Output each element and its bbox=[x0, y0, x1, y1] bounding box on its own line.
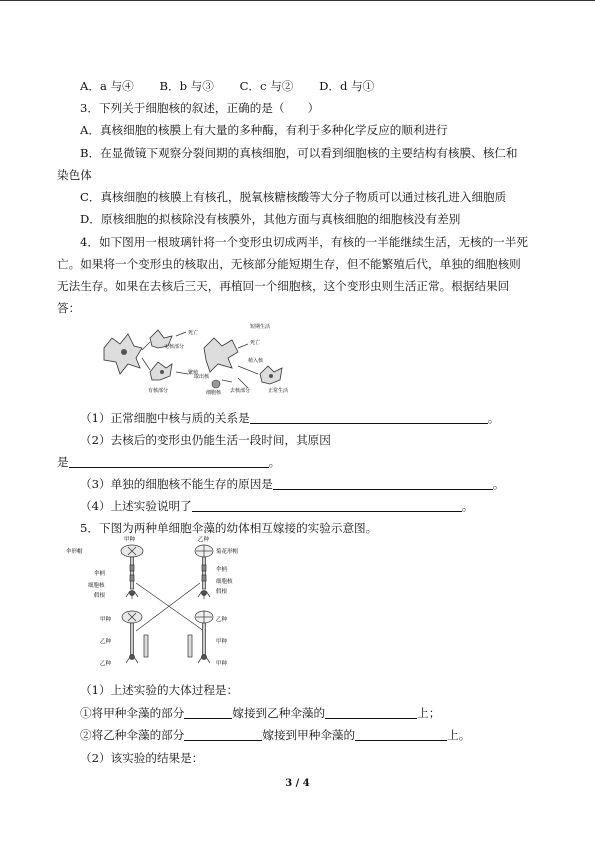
fig5-label-stalk: 伞柄 bbox=[94, 571, 106, 577]
top-rule bbox=[0, 0, 595, 1]
q4-sub4-label: （4）上述实验说明了 bbox=[80, 499, 192, 513]
q2-options bbox=[80, 78, 374, 94]
fig5-label-yi-2: 乙种 bbox=[216, 617, 228, 623]
q3-stem: 3．下列关于细胞核的叙述，正确的是（ ） bbox=[80, 101, 320, 115]
fig5-label-nucleus-right: 细胞核 bbox=[216, 579, 233, 585]
fig5-label-flower-cap: 菊花形帽 bbox=[216, 549, 239, 555]
q4-sub2: （2）去核后的变形虫仍能生活一段时间，其原因 bbox=[80, 433, 331, 447]
q4-sub1-period: 。 bbox=[487, 411, 500, 425]
fig4-label-nucleated: 有核部分 bbox=[148, 388, 169, 394]
q3-option-a: A．真核细胞的核膜上有大量的多种酶，有利于多种化学反应的顺利进行 bbox=[80, 123, 448, 137]
q4-stem-line3: 无法生存。如果在去核后三天，再植回一个细胞核，这个变形虫则生活正常。根据结果回 bbox=[57, 279, 510, 293]
fig5-label-yi-4: 乙种 bbox=[100, 661, 112, 667]
fig5-stalk-right bbox=[203, 557, 206, 589]
fig5-label-rhizoid-left: 假根 bbox=[94, 593, 106, 599]
q4-stem-line1: 4．如下图用一根玻璃针将一个变形虫切成两半，有核的一半能继续生活，无核的一半死 bbox=[80, 235, 528, 249]
fig5-label-jia-4: 甲种 bbox=[216, 661, 228, 667]
fig4-label-short-live: 短期生活 bbox=[250, 324, 271, 330]
acetabularia-figure bbox=[64, 535, 248, 673]
q4-sub3 bbox=[80, 476, 505, 492]
fig4-label-cut-off: 去核部分 bbox=[230, 388, 251, 394]
fig4-label-nucleus: 细胞核 bbox=[206, 390, 222, 396]
q5-sub1b-blank1[interactable] bbox=[184, 728, 262, 741]
fig4-label-reproduces: 繁殖 bbox=[188, 370, 199, 376]
fig4-label-dies-1: 死亡 bbox=[188, 330, 199, 336]
q5-sub1a-part2: 嫁接到乙种伞藻的 bbox=[232, 706, 326, 720]
q2-option-d: D．d 与① bbox=[319, 79, 375, 93]
q5-stem: 5．下图为两种单细胞伞藻的幼体相互嫁接的实验示意图。 bbox=[80, 521, 378, 535]
fig4-label-anucleate: 无核部分 bbox=[164, 344, 185, 350]
q4-sub4-blank[interactable] bbox=[192, 499, 462, 512]
q5-sub1a bbox=[80, 705, 440, 721]
fig5-label-stalk-right: 伞柄 bbox=[216, 567, 228, 573]
q4-sub3-period: 。 bbox=[492, 477, 505, 491]
amoeba-figure bbox=[98, 318, 308, 400]
fig5-label-jia-3: 甲种 bbox=[216, 639, 228, 645]
q4-stem-line4: 答： bbox=[57, 301, 81, 315]
fig4-label-enucleate: 取出核 bbox=[194, 374, 210, 380]
q4-sub2-period: 。 bbox=[268, 455, 281, 469]
fig5-label-nucleus-left: 细胞核 bbox=[88, 583, 105, 589]
q5-sub1b-part2: 嫁接到甲种伞藻的 bbox=[262, 728, 356, 742]
q3-option-c: C．真核细胞的核膜上有核孔，脱氧核糖核酸等大分子物质可以通过核孔进入细胞质 bbox=[80, 190, 507, 204]
q2-option-b: B．b 与③ bbox=[159, 79, 214, 93]
q5-sub2: （2）该实验的结果是： bbox=[80, 751, 204, 765]
q5-sub1b-blank2[interactable] bbox=[355, 728, 447, 741]
q4-sub1-label: （1）正常细胞中核与质的关系是 bbox=[80, 411, 250, 425]
q4-sub2-blank[interactable] bbox=[69, 455, 269, 468]
q3-option-d: D．原核细胞的拟核除没有核膜外，其他方面与真核细胞的细胞核没有差别 bbox=[80, 212, 461, 226]
q4-sub3-blank[interactable] bbox=[273, 477, 493, 490]
fig4-label-implant: 植入核 bbox=[248, 358, 264, 364]
fig5-label-jia: 甲种 bbox=[124, 537, 136, 543]
q4-sub3-label: （3）单独的细胞核不能生存的原因是 bbox=[80, 477, 273, 491]
q5-sub1b-part3: 上。 bbox=[447, 728, 471, 742]
q5-sub1a-blank1[interactable] bbox=[184, 706, 232, 719]
q5-sub1b-part1: ②将乙种伞藻的部分 bbox=[80, 728, 185, 742]
q3-option-b-cont: 染色体 bbox=[57, 168, 92, 182]
q5-sub1a-part3: 上； bbox=[417, 706, 441, 720]
q4-sub4 bbox=[80, 498, 473, 514]
fig4-label-dies-2: 死亡 bbox=[250, 340, 261, 346]
fig5-label-jia-2: 甲种 bbox=[100, 617, 112, 623]
q4-sub4-period: 。 bbox=[461, 499, 474, 513]
fig5-label-yi: 乙种 bbox=[198, 537, 210, 543]
q2-option-a: A．a 与④ bbox=[80, 79, 134, 93]
q2-option-c: C．c 与② bbox=[239, 79, 294, 93]
fig4-label-normal: 正常生活 bbox=[268, 388, 289, 394]
fig5-label-rhizoid-right: 假根 bbox=[216, 589, 228, 595]
q5-sub1a-part1: ①将甲种伞藻的部分 bbox=[80, 706, 185, 720]
fig5-label-umbrella-cap: 伞形帽 bbox=[66, 549, 83, 555]
fig5-stalk-left bbox=[131, 557, 134, 589]
page-number: 3 / 4 bbox=[285, 778, 310, 789]
amoeba-enucleated bbox=[204, 338, 238, 372]
q4-sub2-cont-label: 是 bbox=[57, 455, 69, 469]
q5-sub1a-blank2[interactable] bbox=[325, 706, 417, 719]
q4-sub1 bbox=[80, 410, 499, 426]
q4-stem-line2: 亡。如果将一个变形虫的核取出，无核部分能短期生存，但不能繁殖后代，单独的细胞核则 bbox=[57, 257, 521, 271]
q5-sub1: （1）上述实验的大体过程是： bbox=[80, 683, 239, 697]
fig5-label-yi-3: 乙种 bbox=[100, 639, 112, 645]
q3-option-b: B．在显微镜下观察分裂间期的真核细胞，可以看到细胞核的主要结构有核膜、核仁和 bbox=[80, 146, 518, 160]
q5-sub1b bbox=[80, 727, 470, 743]
q4-sub1-blank[interactable] bbox=[250, 411, 488, 424]
q4-sub2-cont bbox=[57, 454, 280, 470]
